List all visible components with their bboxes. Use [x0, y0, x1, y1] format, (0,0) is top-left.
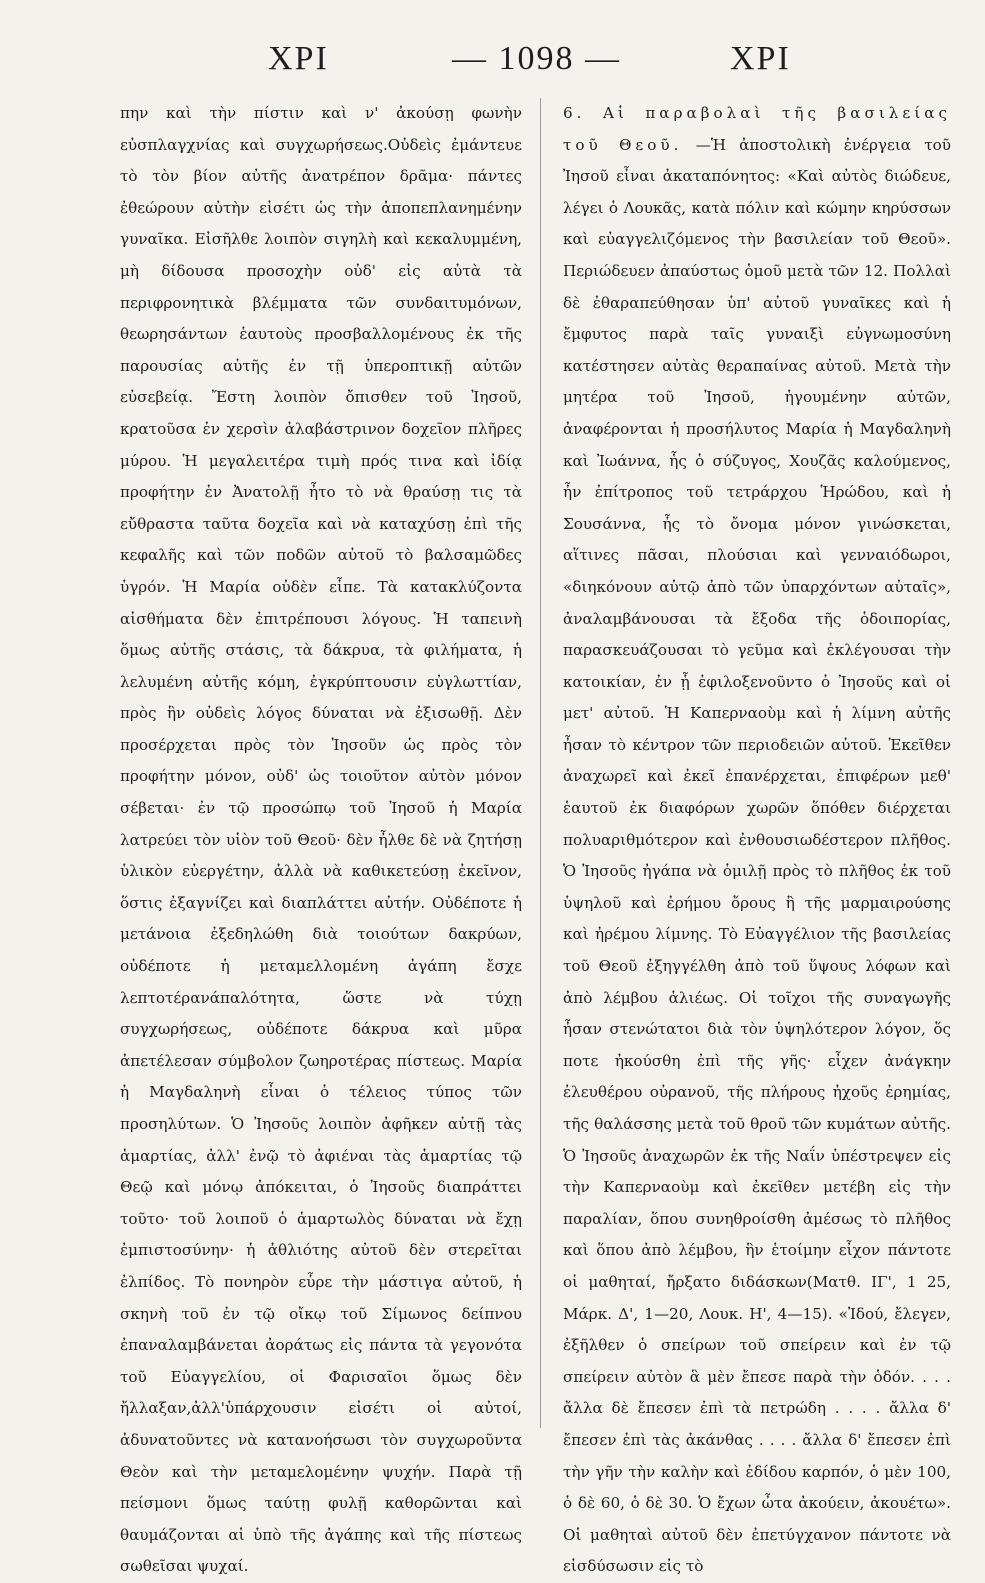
- left-column-text: πην καὶ τὴν πίστιν καὶ ν' ἀκούσῃ φωνὴν εὐσπλαγχνίας καὶ συγχωρήσεως.Οὐδεὶς ἐμάντευε τὸ τὸν βίον αὐτῆς ἀνατρέπον δρᾶμα· πάντες ἐθεώρουν αὐτὴν εἰσέτι ὡς τὴν ἀποπεπλανημένην γυναῖκα. Εἰσῆλθε λοιπὸν σιγηλὴ καὶ κεκαλυμμένη, μὴ δίδουσα προσοχὴν οὐδ' εἰς αὐτὰ τὰ περιφρονητικὰ βλέμματα τῶν συνδαιτυμόνων, θεωρησάντων ἑαυτοὺς προσβαλλομένους ἐκ τῆς παρουσίας αὐτῆς ἐν τῇ ὑπεροπτικῇ αὐτῶν εὐσεβείᾳ. Ἔστη λοιπὸν ὄπισθεν τοῦ Ἰησοῦ, κρατοῦσα ἐν χερσὶν ἀλαβάστρινον δοχεῖον πλῆρες μύρου. Ἡ μεγαλειτέρα τιμὴ πρός τινα καὶ ἰδίᾳ προφήτην ἐν Ἀνατολῇ ἦτο τὸ νὰ θραύσῃ τις τὰ εὔθραστα ταῦτα δοχεῖα καὶ νὰ καταχύσῃ ἐπὶ τῆς κεφαλῆς καὶ τῶν ποδῶν αὐτοῦ τὸ βαλσαμῶδες ὑγρόν. Ἡ Μαρία οὐδὲν εἶπε. Τὰ κατακλύζοντα αἰσθήματα δὲν ἐπιτρέπουσι λόγους. Ἡ ταπεινὴ ὅμως αὐτῆς στάσις, τὰ δάκρυα, τὰ φιλήματα, ἡ λελυμένη αὐτῆς κόμη, ἐγκρύπτουσιν εὐγλωττίαν, πρὸς ἣν οὐδεὶς λόγος δύναται νὰ ἐξισωθῇ. Δὲν προσέρχεται πρὸς τὸν Ἰησοῦν ὡς πρὸς τὸν προφήτην μόνον, οὐδ' ὡς τοιοῦτον αὐτὸν μόνον σέβεται· ἐν τῷ προσώπῳ τοῦ Ἰησοῦ ἡ Μαρία λατρεύει τὸν υἱὸν τοῦ Θεοῦ· δὲν ἦλθε δὲ νὰ ζητήσῃ ὑλικὸν εὐεργέτην, ἀλλὰ νὰ καθικετεύσῃ ἐκεῖνον, ὅστις ἐξαγνίζει καὶ διαπλάττει αὐτήν. Οὐδέποτε ἡ μετάνοια ἐξεδηλώθη διὰ τοιούτων δακρύων, οὐδέποτε ἡ μεταμελλομένη ἀγάπη ἔσχε λεπτοτέρανάπαλότητα, ὥστε νὰ τύχῃ συγχωρήσεως, οὐδέποτε δάκρυα καὶ μῦρα ἀπετέλεσαν σύμβολον ζωηροτέρας πίστεως. Μαρία ἡ Μαγδαληνὴ εἶναι ὁ τέλειος τύπος τῶν προσηλύτων. Ὁ Ἰησοῦς λοιπὸν ἀφῆκεν αὐτῇ τὰς ἁμαρτίας, ἀλλ' ἐνῷ τὸ ἀφιέναι τὰς ἁμαρτίας τῷ Θεῷ καὶ μόνῳ ἀπόκειται, ὁ Ἰησοῦς διαπράττει τοῦτο· τοῦ λοιποῦ ὁ ἁμαρτωλὸς δύναται νὰ ἔχῃ ἐμπιστοσύνην· ἡ ἀθλιότης αὐτοῦ δὲν στερεῖται ἐλπίδος. Τὸ πονηρὸν εὗρε τὴν μάστιγα αὐτοῦ, ἡ σκηνὴ τοῦ ἐν τῷ οἴκῳ τοῦ Σίμωνος δείπνου ἐπαναλαμβάνεται ἀοράτως εἰς πάντα τὰ γεγονότα τοῦ Εὐαγγελίου, οἱ Φαρισαῖοι ὅμως δὲν ἤλλαξαν,ἀλλ'ὑπάρχουσιν εἰσέτι οἱ αὐτοί, ἀδυνατοῦντες νὰ κατανοήσωσι τὸν συγχωροῦντα Θεὸν καὶ τὴν μεταμελομένην ψυχήν. Παρὰ τῇ πείσμονι ὅμως ταύτῃ φυλῇ καθορῶνται καὶ θαυμάζονται αἱ ὑπὸ τῆς ἀγάπης καὶ τῆς πίστεως σωθεῖσαι ψυχαί.: [120, 104, 522, 1576]
- header-left-keyword: ΧΡΙ: [268, 40, 329, 77]
- section-title: 6. Αἱ παραβολαὶ τῆς βασιλείας τοῦ Θεοῦ.: [563, 104, 951, 154]
- page-number: — 1098 —: [452, 40, 621, 77]
- right-column-paragraph: [563, 98, 951, 1583]
- column-divider: [540, 98, 541, 1428]
- left-column: [120, 98, 522, 1583]
- page-header: [110, 40, 900, 100]
- right-column: [563, 98, 951, 1583]
- right-column-text: —Ἡ ἀποστολικὴ ἐνέργεια τοῦ Ἰησοῦ εἶναι ἀκαταπόνητος: «Καὶ αὐτὸς διώδευε, λέγει ὁ Λουκᾶς, κατὰ πόλιν καὶ κώμην κηρύσσων καὶ εὐαγγελιζόμενος τὴν βασιλείαν τοῦ Θεοῦ». Περιώδευεν ἀπαύστως ὁμοῦ μετὰ τῶν 12. Πολλαὶ δὲ ἐθαραπεύθησαν ὑπ' αὐτοῦ γυναῖκες καὶ ἡ ἔμφυτος παρὰ ταῖς γυναιξὶ εὐγνωμοσύνη κατέστησεν αὐτὰς θεραπαίνας αὐτοῦ. Μετὰ τὴν μητέρα τοῦ Ἰησοῦ, ἡγουμένην αὐτῶν, ἀναφέρονται ἡ προσήλυτος Μαρία ἡ Μαγδαληνὴ καὶ Ἰωάννα, ἧς ὁ σύζυγος, Χουζᾶς καλούμενος, ἦν ἐπίτροπος τοῦ τετράρχου Ἡρώδου, καὶ ἡ Σουσάννα, ἧς τὸ ὄνομα μόνον γινώσκεται, αἵτινες πᾶσαι, πλούσιαι καὶ γενναιόδωροι, «διηκόνουν αὐτῷ ἀπὸ τῶν ὑπαρχόντων αὐταῖς», ἀναλαμβάνουσαι τὰ ἔξοδα τῆς ὁδοιπορίας, παρασκευάζουσαι τὸ γεῦμα καὶ ἐκλέγουσαι τὴν κατοικίαν, ἐν ᾗ ἐφιλοξενοῦντο ὁ Ἰησοῦς καὶ οἱ μετ' αὐτοῦ. Ἡ Καπερναοὺμ καὶ ἡ λίμνη αὐτῆς ἦσαν τὸ κέντρον τῶν περιοδειῶν αὐτοῦ. Ἐκεῖθεν ἀναχωρεῖ καὶ ἐκεῖ ἐπανέρχεται, ἐπιφέρων μεθ' ἑαυτοῦ ἐκ διαφόρων χωρῶν ὅπόθεν διέρχεται πολυαριθμότερον καὶ ἐνθουσιωδέστερον πλῆθος. Ὁ Ἰησοῦς ἠγάπα νὰ ὁμιλῇ πρὸς τὸ πλῆθος ἐκ τοῦ ὑψηλοῦ καὶ ἐρήμου ὄρους ἢ τῆς μαρμαιρούσης καὶ ἠρέμου λίμνης. Τὸ Εὐαγγέλιον τῆς βασιλείας τοῦ Θεοῦ ἐξηγγέλθη ἀπὸ τοῦ ὕψους λόφων καὶ ἀπὸ λέμβου ἁλιέως. Οἱ τοῖχοι τῆς συναγωγῆς ἦσαν στενώτατοι διὰ τὸν ὑψηλότερον λόγον, ὅς ποτε ἠκούσθη ἐπὶ τῆς γῆς· εἶχεν ἀνάγκην ἐλευθέρου οὐρανοῦ, τῆς πλήρους ἠχοῦς ἐρημίας, τῆς θαλάσσης μετὰ τοῦ θρoῦ τῶν κυμάτων αὐτῆς. Ὁ Ἰησοῦς ἀναχωρῶν ἐκ τῆς Ναΐν ὑπέστρεψεν εἰς τὴν Καπερναοὺμ καὶ ἐκεῖθεν μετέβη εἰς τὴν παραλίαν, ὅπου συνηθροίσθη ἀμέσως τὸ πλῆθος καὶ ὅπου ἀπὸ λέμβου, ἣν ἑτοίμην εἶχον πάντοτε οἱ μαθηταί, ἤρξατο διδάσκων(Ματθ. ΙΓ', 1 25, Μάρκ. Δ', 1—20, Λουκ. Η', 4—15). «Ἰδού, ἔλεγεν, ἐξῆλθεν ὁ σπείρων τοῦ σπείρειν καὶ ἐν τῷ σπείρειν αὐτὸν ἃ μὲν ἔπεσε παρὰ τὴν ὁδόν. . . . ἄλλα δὲ ἔπεσεν ἐπὶ τὰ πετρώδη . . . . ἄλλα δ' ἔπεσεν ἐπὶ τὰς ἀκάνθας . . . . ἄλλα δ' ἔπεσεν ἐπὶ τὴν γῆν τὴν καλὴν καὶ ἐδίδου καρπόν, ὁ μὲν 100, ὁ δὲ 60, ὁ δὲ 30. Ὁ ἔχων ὦτα ἀκούειν, ἀκουέτω». Οἱ μαθηταὶ αὐτοῦ δὲν ἐπετύγχανον πάντοτε νὰ εἰσδύσωσιν εἰς τὸ: [563, 135, 951, 1576]
- header-right-keyword: ΧΡΙ: [730, 40, 791, 77]
